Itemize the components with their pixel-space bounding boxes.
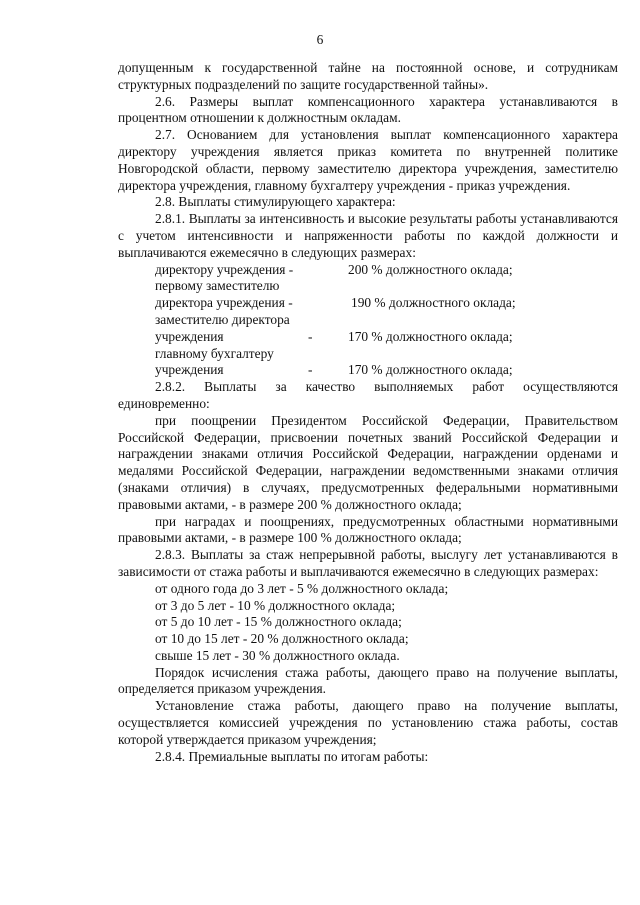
seniority-list (118, 581, 618, 665)
paragraph-2-6: 2.6. Размеры выплат компенсационного характера устанавливаются в процентном отношении к должностным окладам. (118, 93, 618, 126)
rate-row-chief-accountant-line1 (118, 346, 618, 363)
paragraph-regional-awards: при наградах и поощрениях, предусмотренных областными нормативными правовыми актами, - в размере 100 % должностного оклада; (118, 513, 618, 546)
paragraph-federal-awards: при поощрении Президентом Российской Федерации, Правительством Российской Федерации, присвоении почетных званий Российской Федерации и награждении знаками отличия Российской Федерации, награждении орденами и медалями Российской Федерации, награждении ведомственными знаками отличия (знаками отличия) в случаях, предусмотренных федеральными нормативными правовыми актами, - в размере 200 % должностного оклада; (118, 412, 618, 512)
seniority-item: свыше 15 лет - 30 % должностного оклада. (155, 647, 400, 663)
rate-row-first-deputy-line1 (118, 278, 618, 295)
page-number: 6 (316, 32, 324, 47)
document-body (118, 60, 618, 765)
paragraph-2-8-4: 2.8.4. Премиальные выплаты по итогам работы: (155, 748, 429, 764)
rate-label: учреждения (155, 328, 224, 344)
paragraph-2-7: 2.7. Основанием для установления выплат компенсационного характера директору учреждения является приказ комитета по внутренней политике Новгородской области, первому заместителю директора учреждения, заместителю директора учреждения, главному бухгалтеру учреждения - приказ учреждения. (118, 127, 618, 193)
paragraph-2-8: 2.8. Выплаты стимулирующего характера: (155, 194, 396, 210)
rate-dash: - (308, 328, 313, 344)
rate-label: директору учреждения - (155, 261, 294, 277)
paragraph-2-8-1: 2.8.1. Выплаты за интенсивность и высокие результаты работы устанавливаются с учетом интенсивности и напряженности работы по каждой должности и выплачиваются ежемесячно в следующих размерах: (118, 211, 618, 260)
rate-row-deputy (118, 329, 618, 346)
rate-row-director (118, 262, 618, 279)
rate-value: 170 % должностного оклада; (348, 328, 513, 344)
seniority-item: от 10 до 15 лет - 20 % должностного оклада; (155, 631, 409, 647)
paragraph-seniority-procedure: Порядок исчисления стажа работы, дающего право на получение выплаты, определяется приказом учреждения. (118, 664, 618, 697)
rate-label: первому заместителю (155, 278, 280, 294)
rate-row-deputy-line1 (118, 312, 618, 329)
seniority-item: от 5 до 10 лет - 15 % должностного оклада; (155, 614, 402, 630)
rate-row-first-deputy (118, 295, 618, 312)
paragraph-continuation: допущенным к государственной тайне на постоянной основе, и сотрудникам структурных подразделений по защите государственной тайны». (118, 60, 618, 92)
seniority-item: от 3 до 5 лет - 10 % должностного оклада; (155, 597, 396, 613)
rates-list (118, 262, 618, 380)
rate-value: 200 % должностного оклада; (348, 261, 513, 277)
rate-dash: - (308, 362, 313, 378)
rate-value: 170 % должностного оклада; (348, 362, 513, 378)
rate-label: главному бухгалтеру (155, 345, 274, 361)
seniority-item: от одного года до 3 лет - 5 % должностного оклада; (155, 580, 449, 596)
rate-label: директора учреждения - (155, 295, 293, 311)
rate-row-chief-accountant (118, 362, 618, 379)
paragraph-2-8-3: 2.8.3. Выплаты за стаж непрерывной работы, выслугу лет устанавливаются в зависимости от стажа работы и выплачиваются ежемесячно в следующих размерах: (118, 547, 618, 579)
rate-label: заместителю директора (155, 311, 290, 327)
paragraph-2-8-2: 2.8.2. Выплаты за качество выполняемых работ осуществляются единовременно: (118, 379, 618, 411)
rate-label: учреждения (155, 362, 224, 378)
paragraph-seniority-commission: Установление стажа работы, дающего право на получение выплаты, осуществляется комиссией учреждения по установлению стажа работы, состав которой утверждается приказом учреждения; (118, 698, 618, 747)
rate-value: 190 % должностного оклада; (351, 295, 516, 311)
